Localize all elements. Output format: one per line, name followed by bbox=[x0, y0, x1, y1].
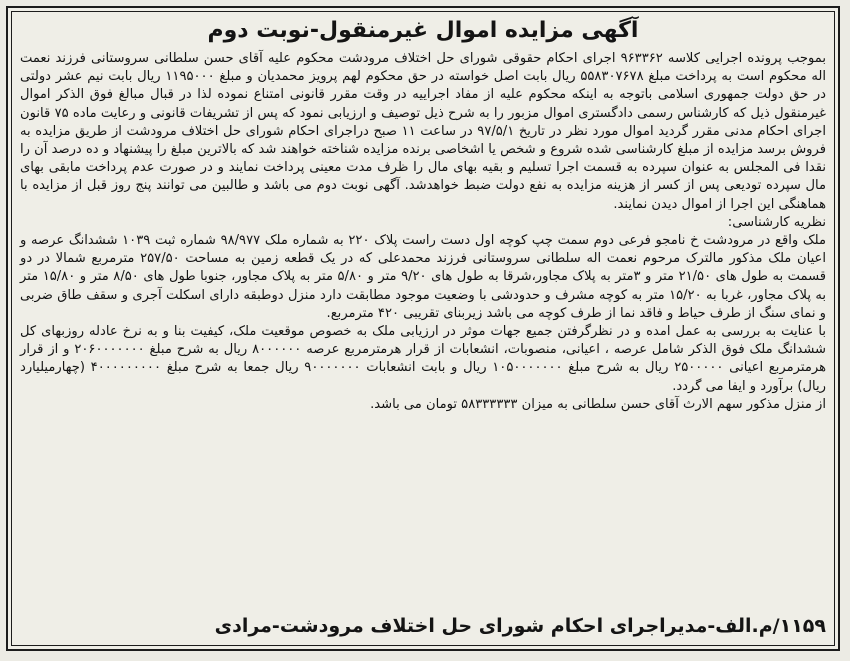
valuation-paragraph: با عنایت به بررسی به عمل امده و در نظرگرفتن جمیع جهات موثر در ارزیابی ملک به خصوص موقعیت ملک، کیفیت بنا و به نرخ عادله روزبهای کل ششدانگ ملک فوق الذکر شامل عرصه ، اعیانی، منصوبات، انشعابات از قرار هرمترمربع عرصه ۸۰۰۰۰۰۰ ریال به شرح مبلغ ۲۰۶۰۰۰۰۰۰۰ و از قرار هرمترمربع اعیانی ۲۵۰۰۰۰۰ ریال به شرح مبلغ ۱۰۵۰۰۰۰۰۰۰ ریال و بابت انشعابات ۹۰۰۰۰۰۰۰ ریال جمعا به شرح مبلغ ۴۰۰۰۰۰۰۰۰۰ (چهارمیلیارد ریال) برآورد و ایفا می گردد. bbox=[20, 324, 826, 394]
auction-notice bbox=[6, 6, 840, 651]
property-description-paragraph: ملک واقع در مرودشت خ نامجو فرعی دوم سمت چپ کوچه اول دست راست پلاک ۲۲۰ به شماره ملک ۹۸/۹۷۷ شماره ثبت ۱۰۳۹ ششدانگ عرصه و اعیان ملک مذکور مالترک مرحوم نعمت اله سلطانی سروستانی فرزند محمدعلی که در یک قطعه زمین به مساحت ۲۵۷/۵۰ مترمربع شمالا در دو قسمت به طول های ۲۱/۵۰ متر و ۳متر به پلاک مجاور،شرقا به طول های ۹/۲۰ متر و ۵/۸۰ متر به پلاک مجاور، جنوبا طول های ۸/۵۰ متر و ۱۵/۸۰ متر به پلاک مجاور، غربا به ۱۵/۲۰ متر به کوچه مشرف و حدودشی با وضعیت موجود مطابقت دارد منزل دوطبقه دارای اسکلت آجری و سقف طاق ضربی و نمای سنگ از طرف حیاط و فاقد نما از طرف کوچه می باشد زیربنای تقریبی ۴۲۰ مترمربع. bbox=[20, 233, 827, 321]
notice-signature-line: ۱۱۵۹/م.الف-مدیراجرای احکام شورای حل اختلاف مرودشت-مرادی bbox=[214, 615, 826, 637]
expert-opinion-heading: نظریه کارشناسی: bbox=[727, 214, 826, 230]
notice-body-paragraph: بموجب پرونده اجرایی کلاسه ۹۶۳۳۶۲ اجرای احکام حقوقی شورای حل اختلاف مرودشت محکوم علیه آقای حسن سلطانی سروستانی فرزند نعمت اله محکوم است به پرداخت مبلغ ۵۵۸۳۰۷۶۷۸ ریال بابت اصل خواسته در حق محکوم لهم پرویز محمدیان و مبلغ ۱۱۹۵۰۰۰ ریال بابت نیم عشر دولتی در حق دولت جمهوری اسلامی باتوجه به اینکه محکوم علیه از مفاد اجراییه در وقت مقرر قانونی امتناع نموده لذا در قبال مبالغ فوق الذکر اموال غیرمنقول ذیل که کارشناس رسمی دادگستری اموال مزبور را به شرح ذیل توصیف و ارزیابی نمود که پس از تشریفات قانونی و رعایت ماده ۷۵ قانون اجرای احکام مدنی مقرر گردید اموال مورد نظر در تاریخ ۹۷/۵/۱ در ساعت ۱۱ صبح دراجرای احکام شورای حل اختلاف مرودشت از طریق مزایده به فروش برسد مزایده از مبلغ کارشناسی شده شروع و شخص یا اشخاصی برنده مزایده شناخته خواهند شد که بالاترین مبلغ را پیشنهاد و ده درصد آن را نقدا فی المجلس به عنوان سپرده به قسمت اجرا تسلیم و بقیه بهای مال را ظرف مدت معینی پرداخت نمایند و در صورت عدم پرداخت مابقی بهای مال سپرده تودیعی پس از کسر از هزینه مزایده به نفع دولت ضبط خواهدشد. آگهی نوبت دوم می باشد و طالبین می توانند پنج روز قبل از مزایده با هماهنگی این اجرا از اموال دیدن نمایند. bbox=[20, 51, 827, 212]
inheritance-share-paragraph: از منزل مذکور سهم الارث آقای حسن سلطانی به میزان ۵۸۳۳۳۳۳۳ تومان می باشد. bbox=[370, 396, 826, 412]
notice-title: آگهی مزایده اموال غیرمنقول-نوبت دوم bbox=[207, 18, 639, 43]
